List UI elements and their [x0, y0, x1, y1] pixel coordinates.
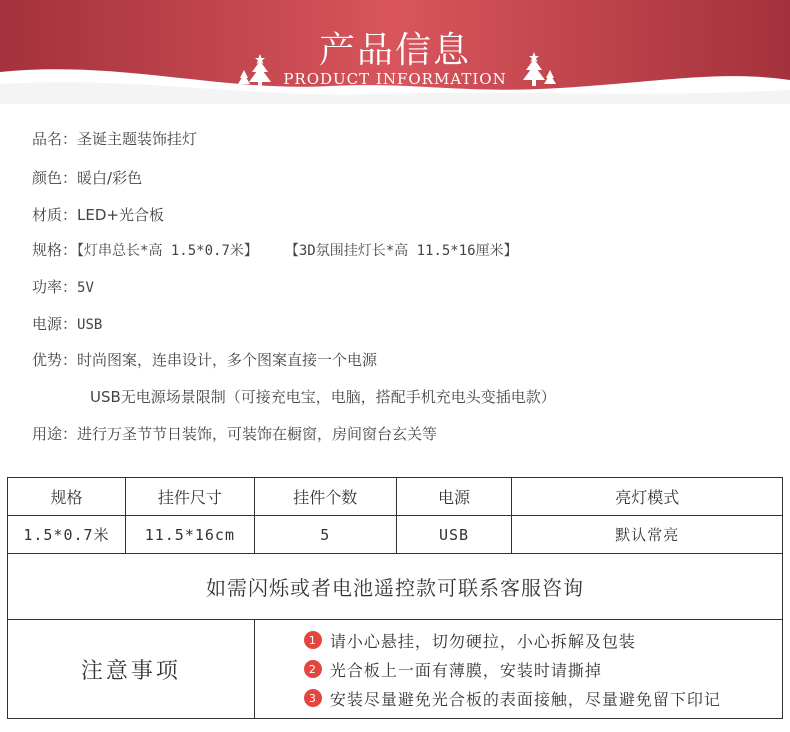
info-row-power	[32, 276, 94, 297]
table-header-cell: 挂件个数	[254, 478, 396, 516]
color-value: 暖白/彩色	[77, 169, 143, 187]
table-cell: 11.5*16cm	[125, 516, 254, 554]
notes-list	[304, 623, 721, 716]
usage-label: 用途：	[32, 425, 78, 443]
table-cell: 默认常亮	[512, 516, 783, 554]
info-row-material	[32, 204, 164, 225]
table-header-cell: 挂件尺寸	[125, 478, 254, 516]
color-label: 颜色：	[32, 169, 78, 187]
list-item	[304, 687, 721, 710]
header-banner	[0, 0, 790, 104]
list-item	[304, 629, 721, 652]
table-header-cell: 规格	[8, 478, 126, 516]
spec-label: 规格：	[32, 241, 78, 259]
usage-value: 进行万圣节节日装饰，可装饰在橱窗，房间窗台玄关等	[77, 425, 438, 443]
name-label: 品名：	[32, 130, 78, 148]
advantage-value: 时尚图案，连串设计，多个图案直接一个电源	[77, 351, 378, 369]
spec-table	[7, 477, 783, 719]
table-cell: USB	[396, 516, 512, 554]
source-value: USB	[77, 317, 103, 333]
material-value: LED+光合板	[77, 206, 164, 224]
table-cell: 5	[254, 516, 396, 554]
advantage-value-cont: USB无电源场景限制（可接充电宝，电脑，搭配手机充电头变插电款）	[90, 388, 556, 406]
table-row	[8, 516, 783, 554]
info-row-source	[32, 313, 102, 334]
material-label: 材质：	[32, 206, 78, 224]
number-badge-icon: 1	[304, 631, 322, 649]
page-subtitle: PRODUCT INFORMATION	[283, 70, 507, 88]
info-row-name	[32, 128, 197, 149]
info-row-spec	[32, 239, 518, 260]
power-label: 功率：	[32, 278, 78, 296]
table-header-cell: 电源	[396, 478, 512, 516]
table-cell: 1.5*0.7米	[8, 516, 126, 554]
table-header-row	[8, 478, 783, 516]
page-title: 产品信息	[318, 30, 471, 71]
notes-list-cell	[254, 620, 782, 719]
spec-value-pendant: 【3D氛围挂灯长*高 11.5*16厘米】	[291, 243, 518, 259]
power-value: 5V	[77, 280, 94, 296]
source-label: 电源：	[32, 315, 78, 333]
advantage-label: 优势：	[32, 351, 78, 369]
name-value: 圣诞主题装饰挂灯	[77, 130, 198, 148]
contact-note: 如需闪烁或者电池遥控款可联系客服咨询	[8, 554, 783, 620]
notes-label-cell	[8, 620, 255, 719]
info-row-advantage	[32, 349, 377, 370]
info-row-usage	[32, 423, 437, 444]
note-text: 安装尽量避免光合板的表面接触，尽量避免留下印记	[329, 689, 721, 709]
info-row-advantage-cont	[90, 386, 556, 407]
note-text: 光合板上一面有薄膜，安装时请撕掉	[329, 660, 602, 680]
notes-label: 注意事项	[80, 658, 181, 684]
table-header-cell: 亮灯模式	[512, 478, 783, 516]
number-badge-icon: 3	[304, 689, 322, 707]
spec-value-strand: 【灯串总长*高 1.5*0.7米】	[77, 243, 258, 259]
number-badge-icon: 2	[304, 660, 322, 678]
list-item	[304, 658, 721, 681]
notes-row	[8, 620, 783, 719]
info-row-color	[32, 167, 142, 188]
note-text: 请小心悬挂，切勿硬拉，小心拆解及包装	[329, 631, 636, 651]
contact-row	[8, 554, 783, 620]
